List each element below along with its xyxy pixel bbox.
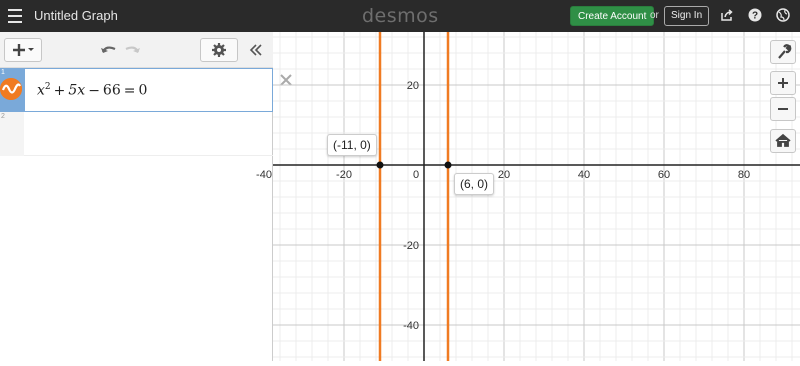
- x-tick-label: -20: [336, 169, 352, 181]
- double-chevron-left-icon[interactable]: [248, 42, 264, 58]
- gear-icon: [201, 39, 237, 61]
- root-point[interactable]: [377, 162, 384, 169]
- point-label-root-1[interactable]: (-11, 0): [327, 134, 377, 156]
- sign-in-button[interactable]: Sign In: [664, 6, 709, 26]
- add-item-button[interactable]: [4, 38, 42, 62]
- expression-input[interactable]: [24, 68, 273, 112]
- curve-color-icon[interactable]: [0, 78, 22, 100]
- graph-paper[interactable]: [256, 32, 800, 361]
- globe-icon[interactable]: [776, 8, 790, 22]
- expression-number: 1: [1, 69, 5, 76]
- x-tick-label: 80: [737, 169, 751, 181]
- y-tick-label: -20: [403, 240, 419, 252]
- zoom-in-button[interactable]: [770, 71, 796, 95]
- home-button[interactable]: [770, 129, 796, 153]
- zoom-out-button[interactable]: [770, 97, 796, 121]
- x-tick-label: 20: [497, 169, 511, 181]
- share-icon[interactable]: [720, 8, 734, 22]
- help-icon[interactable]: [748, 8, 762, 22]
- x-tick-label: 60: [657, 169, 671, 181]
- zoom-in-icon: [771, 72, 795, 94]
- expression-toolbar: [0, 32, 273, 68]
- expression-math: $x^2 + 5x - 66 = 0$: [37, 82, 148, 99]
- settings-button[interactable]: [200, 38, 238, 62]
- top-bar: [0, 0, 800, 32]
- or-text: or: [650, 10, 659, 21]
- undo-icon[interactable]: [100, 42, 118, 58]
- desmos-logo: desmos: [362, 5, 439, 27]
- create-account-button[interactable]: Create Account: [570, 6, 654, 26]
- x-tick-label: -40: [256, 169, 272, 181]
- wrench-icon: [771, 41, 795, 63]
- zoom-out-icon: [771, 98, 795, 120]
- root-point[interactable]: [445, 162, 452, 169]
- expression-tab[interactable]: [0, 68, 24, 112]
- x-tick-label: 40: [577, 169, 591, 181]
- svg-text:?: ?: [751, 10, 759, 22]
- expression-tab[interactable]: [0, 112, 24, 156]
- graph-canvas[interactable]: [256, 32, 800, 361]
- expression-item-2[interactable]: [0, 112, 273, 156]
- expression-number: 2: [1, 113, 5, 120]
- redo-icon[interactable]: [123, 42, 141, 58]
- hamburger-menu-icon[interactable]: [8, 9, 22, 23]
- expression-item-1[interactable]: [0, 68, 273, 112]
- expression-panel: [0, 32, 273, 361]
- point-label-root-2[interactable]: (6, 0): [454, 173, 494, 195]
- x-tick-label: 0: [412, 169, 420, 181]
- y-tick-label: 20: [406, 80, 419, 92]
- home-icon: [771, 130, 795, 152]
- plus-dropdown-icon: [5, 39, 41, 61]
- graph-title[interactable]: Untitled Graph: [34, 8, 118, 23]
- y-tick-label: -40: [403, 320, 419, 332]
- graph-settings-button[interactable]: [770, 40, 796, 64]
